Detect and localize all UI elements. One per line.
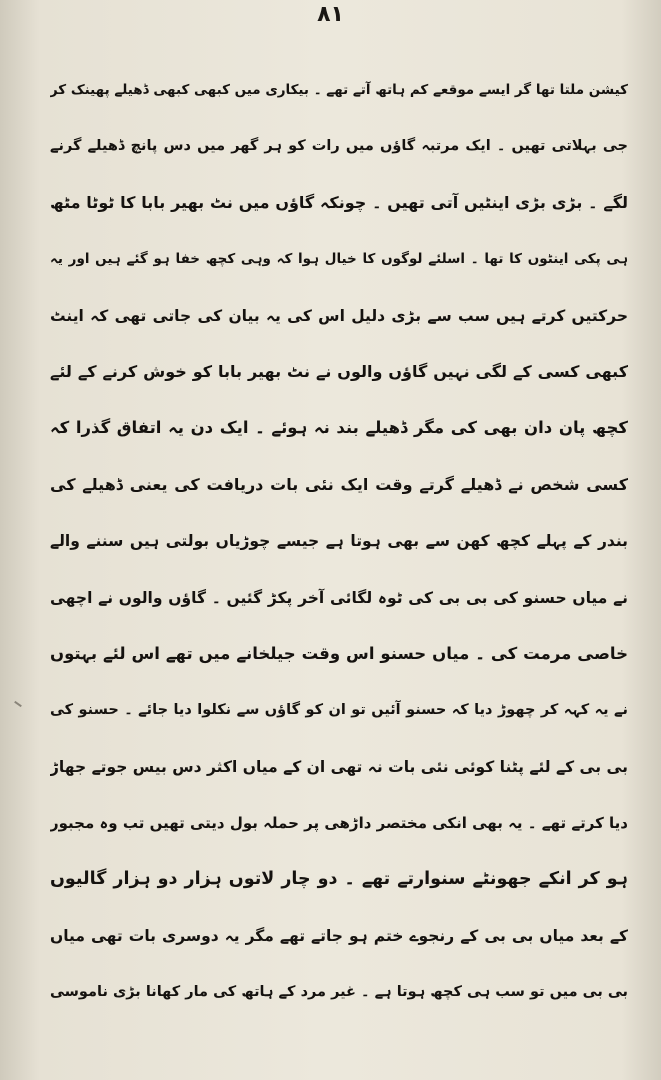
text-line: بندر کے پہلے کچھ کھن سے بھی ہوتا ہے جیسے چوڑیاں بولتی ہیں سننے والے [50,532,628,551]
text-line: نے میاں حسنو کی بی بی کی ٹوہ لگائی آخر پکڑ گئیں ۔ گاؤں والوں نے اچھی [50,588,628,607]
page-number: ۸۱ [317,2,344,27]
text-line: بی بی کے لئے پٹنا کوئی نئی بات نہ تھی ان کے میاں اکثر دس بیس جوتے جھاڑ [50,757,628,776]
text-line: نے یہ کہہ کر چھوڑ دیا کہ حسنو آئیں تو ان کو گاؤں سے نکلوا دیا جائے ۔ حسنو کی [50,702,628,719]
text-line: حرکتیں کرتے ہیں سب سے بڑی دلیل اس کی یہ بیان کی جاتی تھی کہ اینٹ [50,306,628,325]
text-line: کبھی کسی کے لگی نہیں گاؤں والوں نے نٹ بھیر بابا کو خوش کرنے کے لئے [50,361,628,381]
text-line: خاصی مرمت کی ۔ میاں حسنو اس وقت جیلخانے میں تھے اس لئے بہتوں [50,643,628,663]
text-line: ہی پکی اینٹوں کا تھا ۔ اسلئے لوگوں کا خیال ہوا کہ وہی کچھ خفا ہو گئے ہیں اور یہ [50,251,628,268]
text-line: کیشن ملتا تھا گر ایسے موقعے کم ہاتھ آتے تھے ۔ بیکاری میں کبھی کبھی ڈھیلے پھینک کر [50,82,628,98]
text-line: کسی شخص نے ڈھیلے گرتے وقت ایک نئی بات دریافت کی یعنی ڈھیلے کی [50,474,628,494]
body-text [50,62,628,1021]
text-line: لگے ۔ بڑی بڑی اینٹیں آتی تھیں ۔ چونکہ گاؤں میں نٹ بھیر بابا کا ٹوٹا مٹھ [50,192,628,212]
margin-mark [14,701,22,707]
text-line: کچھ پان دان بھی کی مگر ڈھیلے بند نہ ہوئے ۔ ایک دن یہ اتفاق گذرا کہ [50,418,628,438]
text-line: دیا کرتے تھے ۔ یہ بھی انکی مختصر داڑھی پر حملہ بول دیتی تھیں تب وہ مجبور [50,814,628,833]
text-line: ہو کر انکے جھونٹے سنوارتے تھے ۔ دو چار لاتوں ہزار دو ہزار گالیوں [50,869,628,890]
text-line: بی بی میں تو سب ہی کچھ ہوتا ہے ۔ غیر مرد کے ہاتھ کی مار کھانا بڑی ناموسی [50,984,628,1001]
text-line: کے بعد میاں بی بی کے رنجوے ختم ہو جاتے تھے مگر یہ دوسری بات تھی میاں [50,926,628,945]
text-line: جی بہلاتی تھیں ۔ ایک مرتبہ گاؤں میں رات کو ہر گھر میں دس پانچ ڈھیلے گرنے [50,138,628,155]
